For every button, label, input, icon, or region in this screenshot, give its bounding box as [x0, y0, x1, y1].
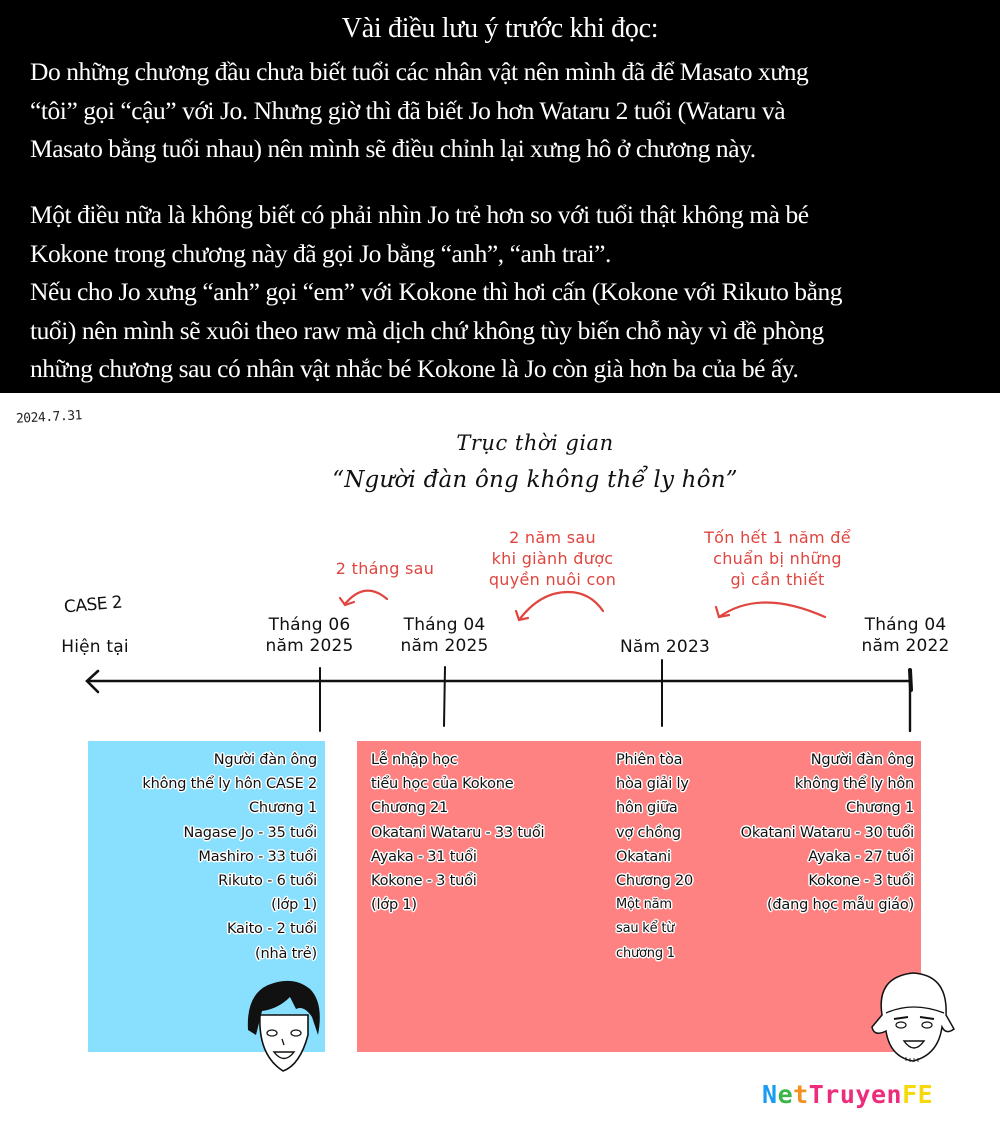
tick-line: Năm 2023: [620, 637, 710, 657]
note-line: 2 năm sau: [509, 528, 596, 547]
chapter1-info: [741, 748, 914, 917]
note-line: 2 tháng sau: [335, 559, 435, 578]
info-line: Mashiro - 33 tuổi: [198, 848, 317, 865]
info-line: Chương 1: [845, 800, 914, 817]
info-line: Nagase Jo - 35 tuổi: [183, 824, 317, 841]
notice-line: Một điều nữa là không biết có phải nhìn Jo trẻ hơn so với tuổi thật không mà bé: [30, 200, 809, 229]
info-line: Okatani Wataru - 33 tuổi: [371, 824, 545, 841]
note-line: khi giành được: [491, 549, 614, 568]
watermark-letter: e: [870, 1080, 887, 1109]
watermark-letter: T: [808, 1080, 825, 1109]
note-line: gì cần thiết: [730, 570, 825, 589]
case2-info: [142, 748, 317, 966]
watermark-letter: u: [839, 1080, 856, 1109]
chapter21-info: [371, 748, 544, 917]
info-line: Chương 1: [248, 800, 317, 817]
info-line: (lớp 1): [271, 897, 317, 914]
tick-line: Tháng 06: [268, 615, 351, 635]
timeline-subtitle: “Người đàn ông không thể ly hôn”: [332, 467, 738, 493]
arrow-icon: [719, 603, 825, 618]
watermark-letter: y: [855, 1080, 871, 1109]
info-line: Chương 21: [371, 800, 449, 817]
notice-line: tuổi) nên mình sẽ xuôi theo raw mà dịch chứ không tùy biến chỗ này vì đề phòng: [30, 315, 824, 345]
info-line: (nhà trẻ): [255, 945, 317, 962]
info-line: tiểu học của Kokone: [371, 776, 514, 793]
info-line: chương 1: [616, 945, 675, 961]
info-line: Lễ nhập học: [371, 752, 458, 768]
info-line: hòa giải ly: [616, 776, 689, 793]
watermark-letter: r: [824, 1080, 840, 1109]
notice-title: Vài điều lưu ý trước khi đọc:: [341, 13, 659, 44]
info-line: sau kể từ: [616, 921, 675, 937]
info-line: Kokone - 3 tuổi: [808, 873, 914, 890]
red-arrows: [340, 591, 825, 620]
case1-box: [357, 741, 921, 1052]
arrow-icon: [519, 592, 603, 620]
date-stamp: 2024.7.31: [15, 408, 83, 427]
info-line: Okatani: [616, 848, 671, 865]
note-line: chuẩn bị những: [713, 549, 842, 568]
notice-paragraph-1: [30, 53, 980, 169]
info-line: vợ chồng: [616, 824, 681, 841]
note-line: quyền nuôi con: [488, 570, 617, 589]
info-line: Kokone - 3 tuổi: [371, 873, 477, 890]
tick-line: năm 2025: [400, 636, 489, 656]
info-line: Rikuto - 6 tuổi: [218, 873, 317, 890]
info-line: Người đàn ông: [810, 752, 914, 768]
info-line: (đang học mẫu giáo): [766, 897, 914, 914]
watermark-letter: N: [762, 1080, 778, 1109]
info-line: Chương 20: [616, 873, 694, 890]
info-line: Okatani Wataru - 30 tuổi: [740, 824, 914, 841]
notice-line: những chương sau có nhân vật nhắc bé Kokone là Jo còn già hơn ba của bé ấy.: [30, 354, 799, 383]
info-line: Người đàn ông: [213, 752, 317, 768]
notice-line: Do những chương đầu chưa biết tuổi các nhân vật nên mình đã để Masato xưng: [30, 57, 809, 86]
watermark-letter: F: [902, 1080, 918, 1109]
info-line: Một năm: [616, 897, 672, 913]
info-line: không thể ly hôn CASE 2: [142, 776, 317, 793]
info-line: Kaito - 2 tuổi: [227, 921, 317, 938]
watermark-letter: E: [917, 1080, 934, 1109]
tick-line: năm 2025: [265, 636, 354, 656]
notice-line: Kokone trong chương này đã gọi Jo bằng “anh”, “anh trai”.: [30, 238, 611, 268]
notice-line: Masato bằng tuổi nhau) nên mình sẽ điều chỉnh lại xưng hô ở chương này.: [30, 134, 756, 163]
tick-line: Hiện tại: [61, 637, 129, 657]
watermark-letter: t: [793, 1080, 809, 1109]
translator-notice: [0, 0, 1000, 393]
info-line: (lớp 1): [371, 897, 417, 914]
notice-line: Nếu cho Jo xưng “anh” gọi “em” với Kokone thì hơi cấn (Kokone với Rikuto bằng: [30, 277, 843, 306]
chapter20-info: [616, 748, 693, 966]
notice-paragraph-2: [30, 196, 980, 389]
watermark-letter: n: [886, 1080, 903, 1109]
tick-line: Tháng 04: [864, 615, 947, 635]
info-line: Phiên tòa: [616, 752, 683, 768]
timeline-title: Trục thời gian: [456, 431, 614, 455]
info-line: Ayaka - 31 tuổi: [371, 848, 477, 865]
info-line: hôn giữa: [616, 800, 678, 817]
info-line: Ayaka - 27 tuổi: [808, 848, 914, 865]
wataru-face-icon: [868, 965, 958, 1065]
info-line: không thể ly hôn: [794, 776, 914, 793]
watermark-letter: e: [777, 1080, 794, 1109]
notice-line: “tôi” gọi “cậu” với Jo. Nhưng giờ thì đã biết Jo hơn Wataru 2 tuổi (Wataru và: [30, 95, 786, 125]
jo-face-icon: [238, 975, 328, 1075]
note-line: Tốn hết 1 năm để: [704, 528, 851, 547]
site-watermark: [762, 1080, 933, 1109]
case-label: CASE 2: [63, 592, 124, 618]
timeline-axis: [0, 520, 1000, 735]
tick-line: Tháng 04: [403, 615, 486, 635]
tick-line: năm 2022: [861, 636, 950, 656]
